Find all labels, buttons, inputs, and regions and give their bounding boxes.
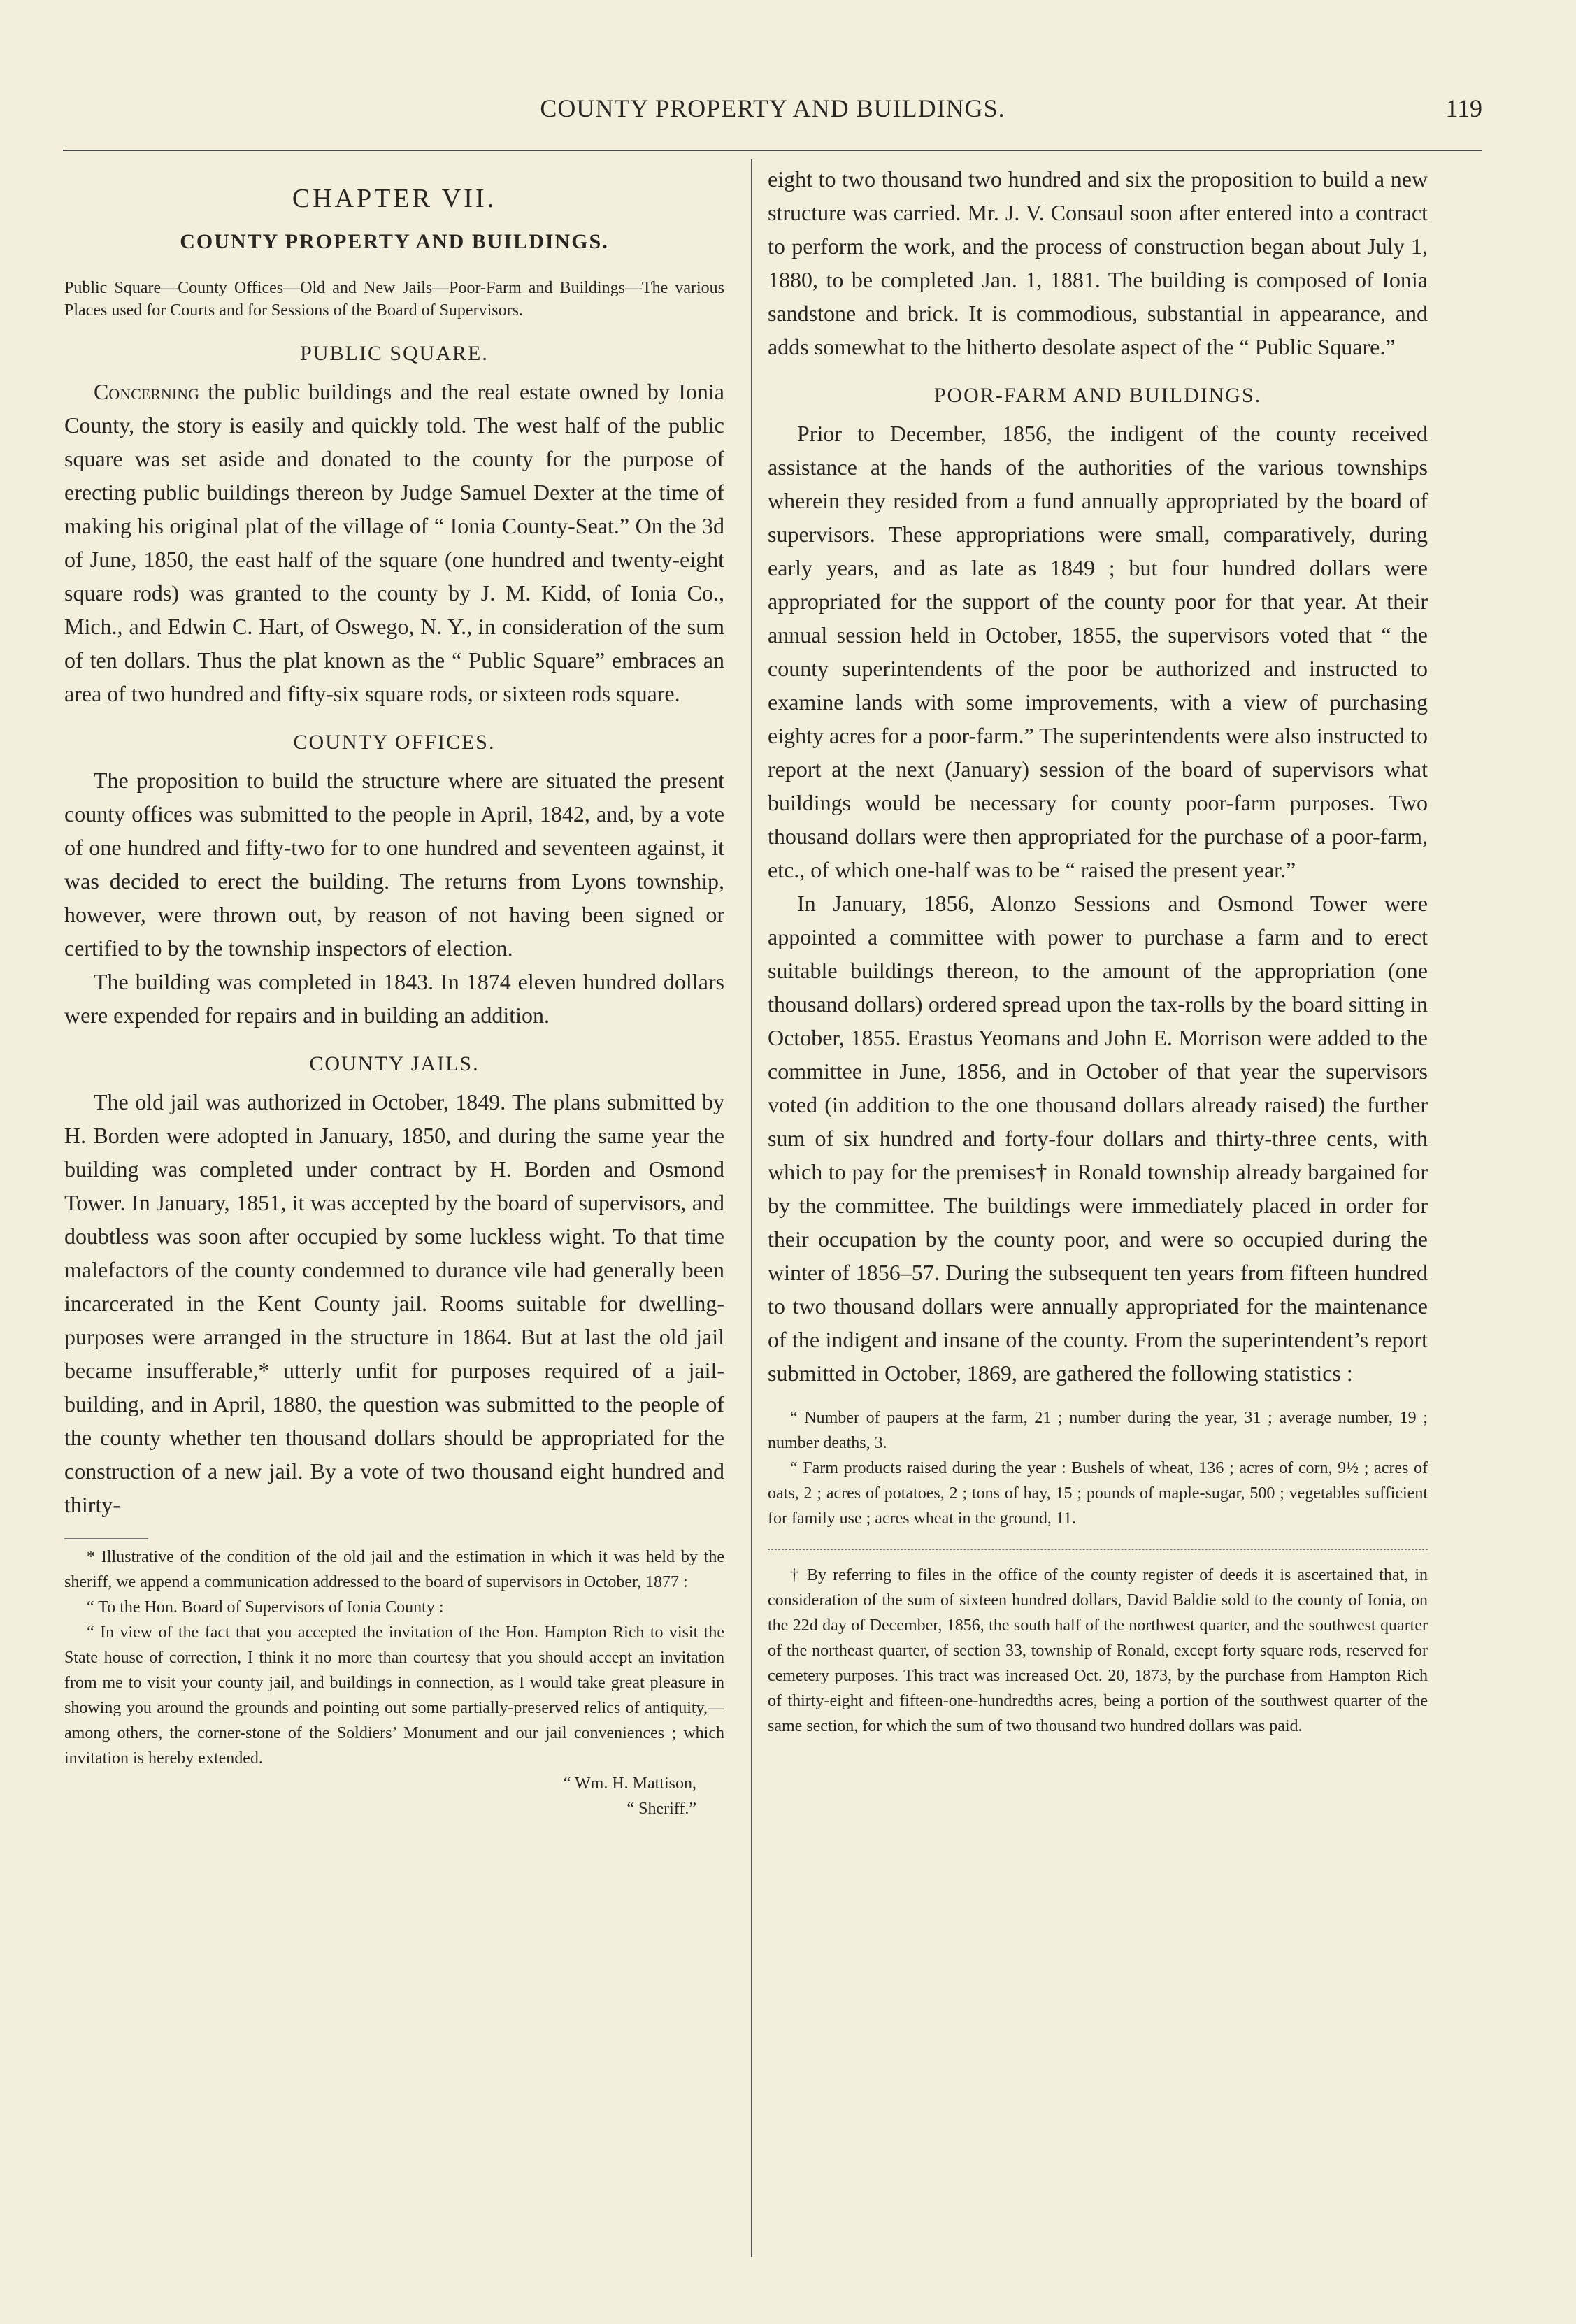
chapter-title: COUNTY PROPERTY AND BUILDINGS. (180, 230, 609, 253)
lead-word: Concerning (94, 379, 199, 404)
footnote-star-salutation: “ To the Hon. Board of Supervisors of Ionia County : (87, 1598, 444, 1616)
footnote-star-intro: * Illustrative of the condition of the old jail and the estimation in which it was held by the sheriff, we append a communication addressed to the board of supervisors in October, 1877 : (64, 1548, 724, 1591)
paragraph-text: the public buildings and the real estate owned by Ionia County, the story is easily and quickly told. The west half of the public square was set aside and donated to the county for the purpose of erecting public buildings thereon by Judge Samuel Dexter at the time of making his original plat of the village of “ Ionia County-Seat.” On the 3d of June, 1850, the east half of the square (one hundred and twenty-eight square rods) was granted to the county by J. M. Kidd, of Ionia Co., Mich., and Edwin C. Hart, of Oswego, N. Y., in consideration of the sum of ten dollars. Thus the plat known as the “ Public Square” embraces an area of two hundred and fifty-six square rods, or sixteen rods square. (64, 379, 724, 706)
paragraph-poor-farm-2: In January, 1856, Alonzo Sessions and Osmond Tower were appointed a committee with power to purchase a farm and to erect suitable buildings thereon, to the amount of the appropriation (one thousand dollars) ordered spread upon the tax-rolls by the board sitting in October, 1855. Erastus Yeomans and John E. Morrison were added to the committee in June, 1856, and in October of that year the supervisors voted (in addition to the one thousand dollars already raised) the further sum of six hundred and forty-four dollars and thirty-three cents, with which to pay for the premises† in Ronald township already bargained for by the committee. The buildings were immediately placed in order for their occupation by the county poor, and were so occupied during the winter of 1856–57. During the subsequent ten years from fifteen hundred to two thousand dollars were annually appropriated for the maintenance of the indigent and insane of the county. From the superintendent’s report submitted in October, 1869, are gathered the following statistics : (768, 891, 1428, 1386)
signature-name: “ Wm. H. Mattison, (563, 1774, 696, 1793)
footnote-rule (64, 1538, 148, 1539)
chapter-synopsis: Public Square—County Offices—Old and New Jails—Poor-Farm and Buildings—The various Places used for Courts and for Sessions of the Board of Supervisors. (64, 279, 724, 320)
heading-county-jails: COUNTY JAILS. (309, 1052, 480, 1075)
running-head (63, 84, 1482, 140)
header-rule (63, 150, 1482, 151)
paragraph-county-offices-1: The proposition to build the structure where are situated the present county offices was submitted to the people in April, 1842, and, by a vote of one hundred and fifty-two for to one hundred and seventeen against, it was decided to erect the building. The returns from Lyons township, however, were thrown out, by reason of not having been signed or certified to by the township inspectors of election. (64, 768, 724, 961)
footnote-dashed-rule (768, 1549, 1428, 1550)
heading-public-square: PUBLIC SQUARE. (300, 342, 489, 365)
statistics-quote (768, 1405, 1428, 1531)
right-column (768, 162, 1428, 1739)
column-divider (751, 159, 752, 2257)
signature-title: “ Sheriff.” (626, 1800, 696, 1818)
chapter-number: CHAPTER VII. (292, 184, 497, 213)
heading-county-offices: COUNTY OFFICES. (293, 731, 496, 754)
statistics-paupers: “ Number of paupers at the farm, 21 ; number during the year, 31 ; average number, 19 ; number deaths, 3. (768, 1409, 1428, 1452)
footnote-signature (64, 1771, 696, 1821)
footnote-dagger-text: † By referring to files in the office of the county register of deeds it is ascertained that, in consideration of the sum of sixteen hundred dollars, David Baldie sold to the county of Ionia, on the 22d day of December, 1856, the south half of the northwest quarter, and the southwest quarter of the northeast quarter, of section 33, township of Ronald, except forty square rods, reserved for cemetery purposes. This tract was increased Oct. 20, 1873, by the purchase from Hampton Rich of thirty-eight and fifteen-one-hundredths acres, being a portion of the southwest quarter of the same section, for which the sum of two thousand two hundred dollars was paid. (768, 1566, 1428, 1735)
footnote-dagger (768, 1549, 1428, 1739)
paragraph-poor-farm-1: Prior to December, 1856, the indigent of the county received assistance at the hands of the authorities of the various townships wherein they resided from a fund annually appropriated by the board of supervisors. These appropriations were small, comparatively, during early years, and as late as 1849 ; but four hundred dollars were appropriated for the support of the county poor for that year. At their annual session held in October, 1855, the supervisors voted that “ the county superintendents of the poor be authorized and instructed to examine lands with some improvements, with a view of purchasing eighty acres for a poor-farm.” The superintendents were also instructed to report at the next (January) session of the board of supervisors what buildings would be necessary for county poor-farm purposes. Two thousand dollars were then appropriated for the purchase of a poor-farm, etc., of which one-half was to be “ raised the present year.” (768, 421, 1428, 882)
footnote-star-letter: “ In view of the fact that you accepted the invitation of the Hon. Hampton Rich to visit the State house of correction, I think it no more than courtesy that you should accept an invitation from me to visit your county jail, and buildings in connection, as I would take great pleasure in showing you around the grounds and pointing out some partially-preserved relics of antiquity,—among others, the corner-stone of the Soldiers’ Monument and our jail conveniences ; which invitation is hereby extended. (64, 1623, 724, 1767)
paragraph-public-square (64, 375, 724, 710)
heading-poor-farm: POOR-FARM AND BUILDINGS. (933, 384, 1262, 407)
paragraph-county-offices-2: The building was completed in 1843. In 1874 eleven hundred dollars were expended for repairs and in building an addition. (64, 969, 724, 1028)
running-title: COUNTY PROPERTY AND BUILDINGS. (540, 94, 1005, 122)
paragraph-county-jails-cont: eight to two thousand two hundred and six the proposition to build a new structure was carried. Mr. J. V. Consaul soon after entered into a contract to perform the work, and the process of construction began about July 1, 1880, to be completed Jan. 1, 1881. The building is composed of Ionia sandstone and brick. It is commodious, substantial in appearance, and adds somewhat to the hitherto desolate aspect of the “ Public Square.” (768, 166, 1428, 359)
left-column (64, 162, 724, 1821)
statistics-farm-products: “ Farm products raised during the year : Bushels of wheat, 136 ; acres of corn, 9½ ; acres of oats, 2 ; acres of potatoes, 2 ; tons of hay, 15 ; pounds of maple-sugar, 500 ; vegetables sufficient for family use ; acres wheat in the ground, 11. (768, 1459, 1428, 1528)
paragraph-county-jails-1: The old jail was authorized in October, 1849. The plans submitted by H. Borden were adopted in January, 1850, and during the same year the building was completed under contract by H. Borden and Osmond Tower. In January, 1851, it was accepted by the board of supervisors, and doubtless was soon after occupied by some luckless wight. To that time malefactors of the county condemned to durance vile had generally been incarcerated in the Kent County jail. Rooms suitable for dwelling-purposes were arranged in the structure in 1864. But at last the old jail became insufferable,* utterly unfit for purposes required of a jail-building, and in April, 1880, the question was submitted to the people of the county whether ten thousand dollars should be appropriated for the construction of a new jail. By a vote of two thousand eight hundred and thirty- (64, 1089, 724, 1517)
page-number: 119 (1445, 94, 1482, 122)
footnote-star (64, 1538, 724, 1821)
